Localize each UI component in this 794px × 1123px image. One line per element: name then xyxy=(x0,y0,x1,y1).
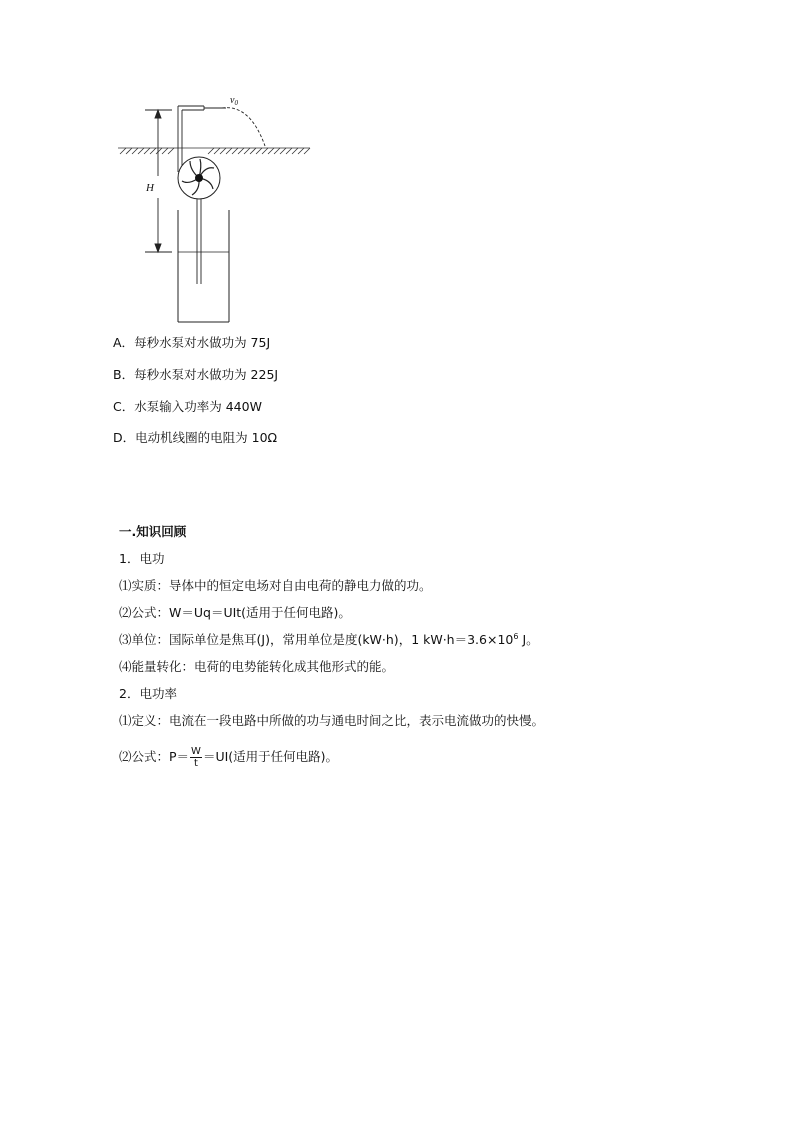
electric-power-definition: ⑴定义：电流在一段电路中所做的功与通电时间之比，表示电流做功的快慢。 xyxy=(119,713,545,728)
height-dimension xyxy=(145,110,172,252)
option-letter: A． xyxy=(113,335,135,350)
ground-hatch xyxy=(118,148,310,154)
formula-prefix: ⑵公式：P＝ xyxy=(119,749,190,764)
water-tank xyxy=(178,210,229,322)
unit-suffix: J。 xyxy=(518,632,539,647)
option-letter: B． xyxy=(113,367,135,382)
review-heading: 一.知识回顾 xyxy=(119,524,187,539)
option-c xyxy=(113,399,262,415)
energy-conversion: ⑷能量转化：电荷的电势能转化成其他形式的能。 xyxy=(119,659,395,674)
section-electric-power-title: 2．电功率 xyxy=(119,686,177,701)
section-electric-work-title: 1．电功 xyxy=(119,551,165,566)
option-letter: C． xyxy=(113,399,135,414)
pump-wheel xyxy=(178,157,220,199)
height-label: H xyxy=(146,182,154,194)
suction-pipe xyxy=(197,199,201,284)
unit-text: ⑶单位：国际单位是焦耳(J)，常用单位是度(kW·h)，1 kW·h＝3.6×10 xyxy=(119,632,514,647)
option-a xyxy=(113,335,270,351)
option-text: 每秒水泵对水做功为 225J xyxy=(134,367,279,382)
fraction-numerator: W xyxy=(191,746,201,757)
option-letter: D． xyxy=(113,430,136,445)
unit-exponent: 6 xyxy=(513,631,519,641)
formula-suffix: ＝UI(适用于任何电路)。 xyxy=(202,749,339,764)
velocity-label: $v_0$ xyxy=(230,95,238,107)
fraction-w-over-t xyxy=(190,746,202,769)
option-text: 电动机线圈的电阻为 10Ω xyxy=(135,430,278,445)
fraction-denominator: t xyxy=(194,758,198,769)
pump-diagram xyxy=(110,88,320,328)
option-b xyxy=(113,367,278,383)
option-text: 水泵输入功率为 440W xyxy=(134,399,262,414)
water-trajectory xyxy=(222,108,265,146)
electric-work-unit xyxy=(119,632,539,648)
electric-power-formula xyxy=(119,746,338,769)
option-d xyxy=(113,430,277,446)
electric-work-formula: ⑵公式：W＝Uq＝UIt(适用于任何电路)。 xyxy=(119,605,351,620)
electric-work-essence: ⑴实质：导体中的恒定电场对自由电荷的静电力做的功。 xyxy=(119,578,432,593)
option-text: 每秒水泵对水做功为 75J xyxy=(134,335,271,350)
pump-diagram-svg xyxy=(110,88,320,328)
